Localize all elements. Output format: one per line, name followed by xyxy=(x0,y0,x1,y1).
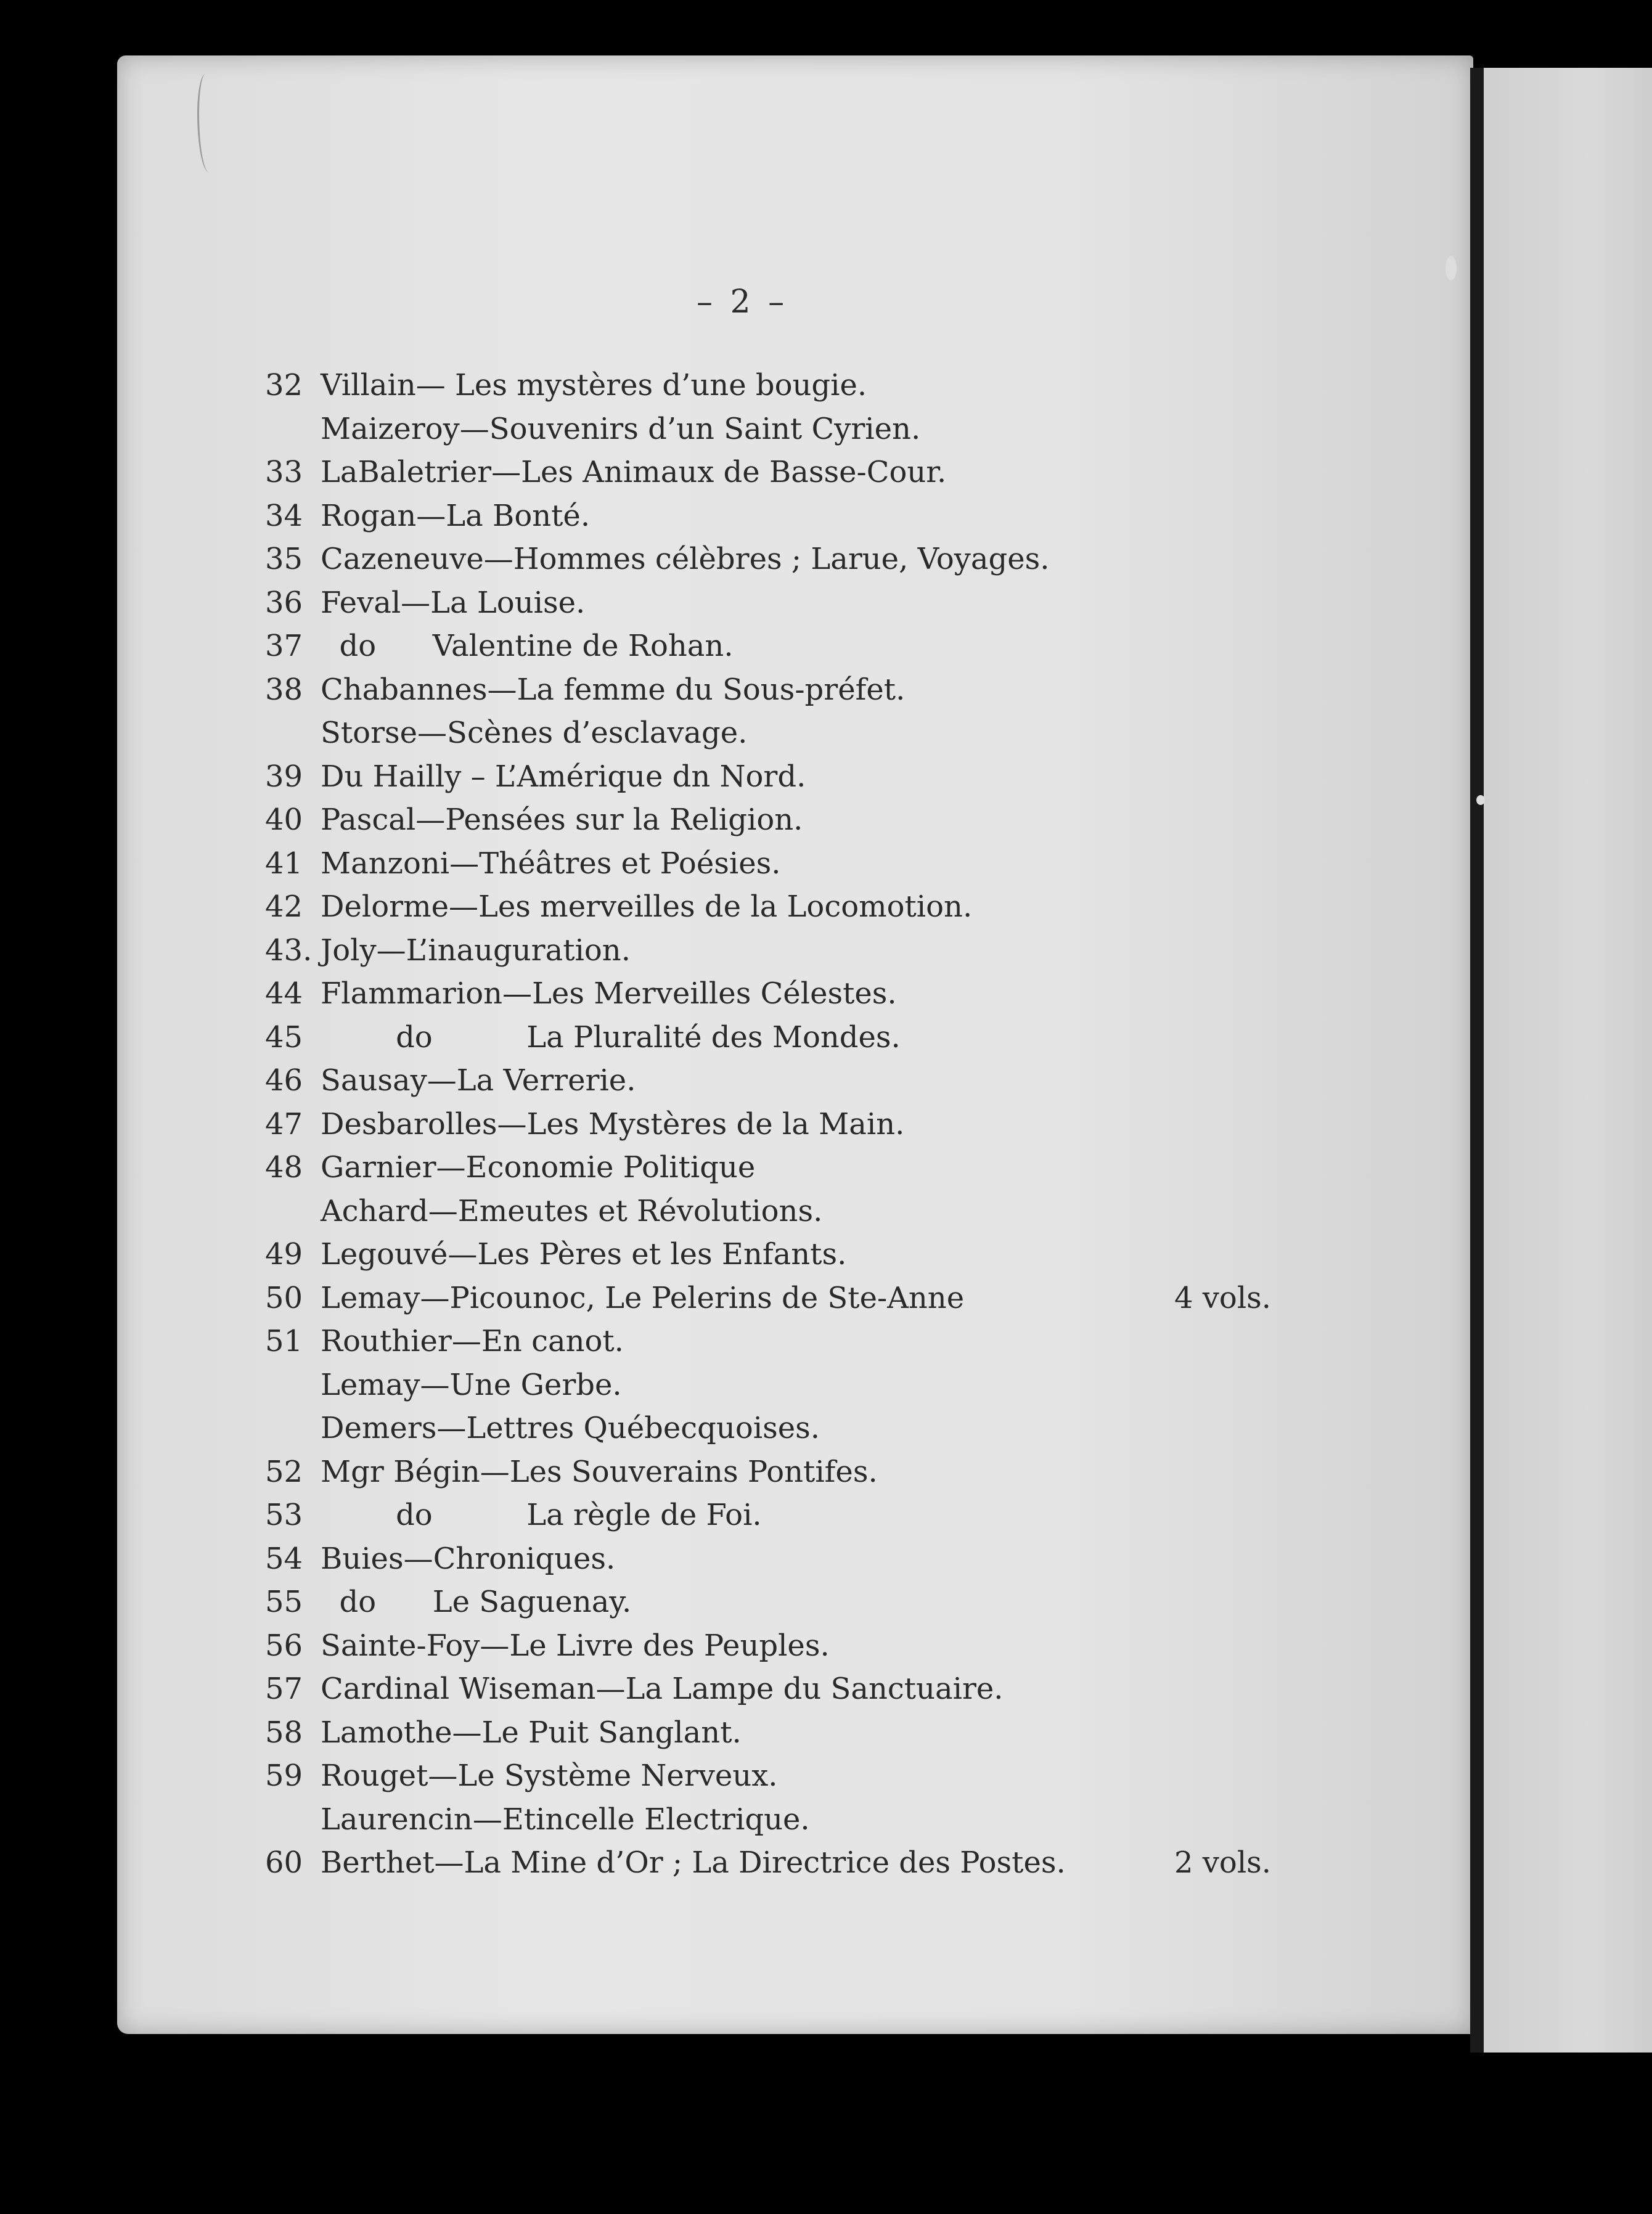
entry-title: do La règle de Foi. xyxy=(321,1498,762,1532)
entry-number: 40 xyxy=(265,803,303,837)
page-number: – 2 – xyxy=(697,284,788,321)
entry-number: 36 xyxy=(265,585,303,620)
entry-number: 38 xyxy=(265,672,303,707)
entry-title: Garnier—Economie Politique xyxy=(321,1150,756,1185)
entry-title: Sausay—La Verrerie. xyxy=(321,1063,636,1098)
catalog-entry xyxy=(265,668,1313,711)
entry-title: Storse—Scènes d’esclavage. xyxy=(321,716,748,750)
entry-title: Demers—Lettres Québecquoises. xyxy=(321,1411,820,1445)
entry-volumes: 4 vols. xyxy=(1174,1280,1272,1315)
entry-title: Cardinal Wiseman—La Lampe du Sanctuaire. xyxy=(321,1672,1004,1706)
entry-volumes: 2 vols. xyxy=(1174,1845,1272,1880)
catalog-entry xyxy=(265,711,1313,754)
entry-number: 55 xyxy=(265,1585,303,1619)
catalog-entry xyxy=(265,1667,1313,1710)
catalog-entry xyxy=(265,494,1313,537)
entry-number: 60 xyxy=(265,1845,303,1880)
catalog-entry xyxy=(265,1624,1313,1667)
entry-title: Rogan—La Bonté. xyxy=(321,498,591,533)
entry-title: do Le Saguenay. xyxy=(321,1585,632,1619)
entry-number: 42 xyxy=(265,889,303,924)
catalog-entry xyxy=(265,1754,1313,1797)
catalog-entry xyxy=(265,1363,1313,1407)
catalog-entry xyxy=(265,929,1313,972)
catalog-entry xyxy=(265,1580,1313,1624)
entry-title: Manzoni—Théâtres et Poésies. xyxy=(321,846,781,881)
catalog-entry xyxy=(265,1059,1313,1102)
entry-title: Cazeneuve—Hommes célèbres ; Larue, Voyages. xyxy=(321,542,1050,576)
catalog-entry xyxy=(265,1841,1313,1884)
entry-title: Maizeroy—Souvenirs d’un Saint Cyrien. xyxy=(321,411,921,446)
entry-number: 48 xyxy=(265,1150,303,1185)
catalog-entry xyxy=(265,1103,1313,1146)
entry-title: Joly—L’inauguration. xyxy=(321,933,631,968)
entry-title: Lemay—Une Gerbe. xyxy=(321,1367,622,1402)
entry-number: 39 xyxy=(265,759,303,794)
catalog-entry xyxy=(265,1711,1313,1754)
catalog-entry xyxy=(265,1277,1313,1320)
catalog-entry xyxy=(265,842,1313,885)
catalog-entry xyxy=(265,407,1313,451)
catalog-entry xyxy=(265,885,1313,928)
entry-title: Routhier—En canot. xyxy=(321,1324,624,1358)
catalog-entry xyxy=(265,1016,1313,1059)
entry-title: do La Pluralité des Mondes. xyxy=(321,1019,901,1055)
catalog-entry xyxy=(265,798,1313,841)
entry-number: 33 xyxy=(265,455,303,489)
entry-title: Mgr Bégin—Les Souverains Pontifes. xyxy=(321,1454,878,1489)
catalog-entry xyxy=(265,1450,1313,1493)
entry-number: 46 xyxy=(265,1063,303,1098)
entry-title: Du Hailly – L’Amérique dn Nord. xyxy=(321,759,806,794)
catalog-entry xyxy=(265,624,1313,668)
catalog-entry xyxy=(265,1233,1313,1276)
entry-title: Flammarion—Les Merveilles Célestes. xyxy=(321,976,897,1011)
facing-page-edge xyxy=(1470,68,1652,2053)
entry-number: 49 xyxy=(265,1237,303,1272)
catalog-entry xyxy=(265,755,1313,798)
entry-number: 57 xyxy=(265,1672,303,1706)
catalog-entry xyxy=(265,972,1313,1015)
entry-number: 37 xyxy=(265,629,303,663)
entry-number: 43. xyxy=(265,933,313,968)
scan-speck xyxy=(1476,795,1485,805)
entry-title: Berthet—La Mine d’Or ; La Directrice des Postes. xyxy=(321,1845,1066,1880)
catalog-entry xyxy=(265,1798,1313,1841)
entry-number: 32 xyxy=(265,368,303,402)
entry-number: 34 xyxy=(265,498,303,533)
entry-title: Feval—La Louise. xyxy=(321,585,586,620)
entry-title: Delorme—Les merveilles de la Locomotion. xyxy=(321,889,973,924)
entry-number: 45 xyxy=(265,1019,303,1055)
entry-title: Desbarolles—Les Mystères de la Main. xyxy=(321,1106,905,1142)
entry-title: Lamothe—Le Puit Sanglant. xyxy=(321,1715,742,1750)
entry-title: Pascal—Pensées sur la Religion. xyxy=(321,803,803,837)
entry-title: Sainte-Foy—Le Livre des Peuples. xyxy=(321,1628,830,1663)
entry-number: 44 xyxy=(265,976,303,1011)
catalog-entry xyxy=(265,1407,1313,1450)
catalog-entry xyxy=(265,364,1313,407)
scan-speck xyxy=(1446,256,1457,280)
entry-title: Achard—Emeutes et Révolutions. xyxy=(321,1193,823,1228)
entry-number: 41 xyxy=(265,846,303,881)
entry-number: 47 xyxy=(265,1106,303,1142)
entry-title: Villain— Les mystères d’une bougie. xyxy=(321,368,867,402)
catalog-entry xyxy=(265,581,1313,624)
entry-number: 50 xyxy=(265,1280,303,1315)
catalog-entry xyxy=(265,451,1313,494)
catalog-entry xyxy=(265,1190,1313,1233)
entry-title: Buies—Chroniques. xyxy=(321,1541,616,1576)
catalog-entry xyxy=(265,1537,1313,1580)
entry-number: 59 xyxy=(265,1759,303,1793)
entry-number: 35 xyxy=(265,542,303,576)
entry-number: 56 xyxy=(265,1628,303,1663)
catalog-entry xyxy=(265,537,1313,581)
entry-title: Rouget—Le Système Nerveux. xyxy=(321,1759,778,1793)
entry-number: 52 xyxy=(265,1454,303,1489)
entry-title: Legouvé—Les Pères et les Enfants. xyxy=(321,1237,847,1272)
entry-title: LaBaletrier—Les Animaux de Basse-Cour. xyxy=(321,455,947,489)
entry-title: do Valentine de Rohan. xyxy=(321,629,734,663)
catalog-entry xyxy=(265,1493,1313,1537)
entry-title: Laurencin—Etincelle Electrique. xyxy=(321,1802,810,1837)
entry-number: 53 xyxy=(265,1498,303,1532)
catalog-entry xyxy=(265,1146,1313,1189)
entry-number: 58 xyxy=(265,1715,303,1750)
entry-number: 51 xyxy=(265,1324,303,1358)
entry-title: Chabannes—La femme du Sous-préfet. xyxy=(321,672,906,707)
entry-title: Lemay—Picounoc, Le Pelerins de Ste-Anne xyxy=(321,1280,965,1315)
catalog-entry xyxy=(265,1320,1313,1363)
entry-number: 54 xyxy=(265,1541,303,1576)
